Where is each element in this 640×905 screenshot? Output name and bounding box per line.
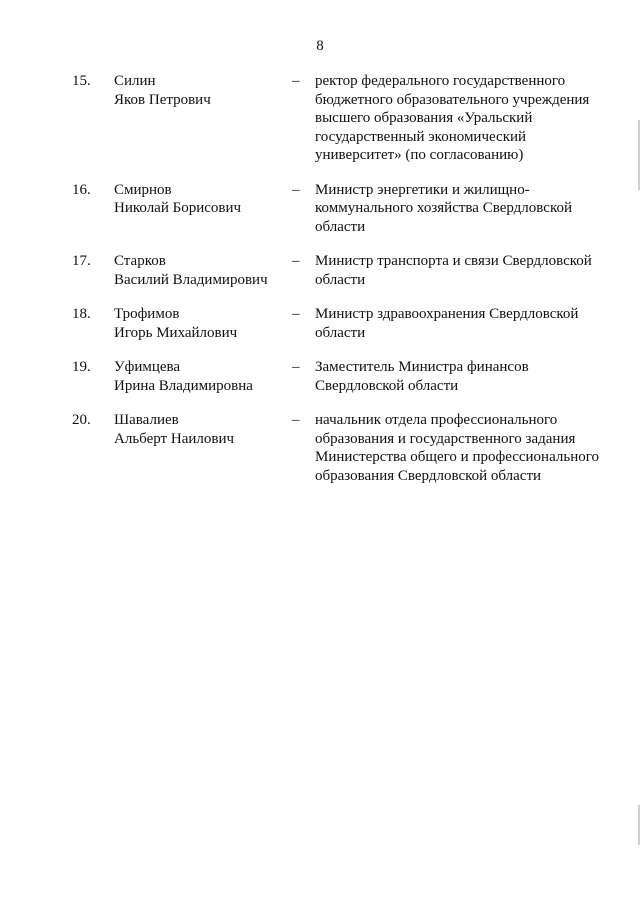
position-title: Министр энергетики и жилищно-коммунального хозяйства Свердловской области <box>315 181 572 235</box>
page-number: 8 <box>316 38 324 54</box>
position-title: ректор федерального государственного бюджетного образовательного учреждения высшего образования «Уральский государственный экономический университет» (по согласованию) <box>315 73 590 163</box>
list-item <box>0 181 640 237</box>
given-names: Альберт Наилович <box>114 430 235 447</box>
dash-separator: – <box>292 181 300 198</box>
item-number: 17. <box>72 253 91 269</box>
position-title: Министр здравоохранения Свердловской области <box>315 306 579 341</box>
person-name <box>114 252 284 289</box>
item-number: 20. <box>72 412 91 428</box>
item-number: 16. <box>72 181 91 198</box>
given-names: Николай Борисович <box>114 200 242 216</box>
person-name <box>114 305 284 342</box>
item-number: 19. <box>72 359 91 375</box>
item-number: 18. <box>72 306 91 322</box>
dash-separator: – <box>292 306 300 322</box>
surname: Старков <box>114 253 166 269</box>
person-name <box>114 358 284 395</box>
surname: Силин <box>114 73 156 89</box>
given-names: Игорь Михайлович <box>114 324 238 341</box>
member-list <box>0 72 640 501</box>
surname: Шавалиев <box>114 412 179 428</box>
person-name <box>114 181 284 218</box>
position-title: Министр транспорта и связи Свердловской области <box>315 253 592 288</box>
dash-separator: – <box>292 253 300 269</box>
position-title: начальник отдела профессионального образования и государственного задания Министерства общего и профессионального образования Свердловской области <box>315 412 600 484</box>
surname: Смирнов <box>114 181 172 198</box>
dash-separator: – <box>292 73 300 89</box>
item-number: 15. <box>72 73 91 89</box>
surname: Уфимцева <box>114 359 181 375</box>
dash-separator: – <box>292 359 300 375</box>
list-item <box>0 358 640 395</box>
list-item <box>0 252 640 289</box>
given-names: Яков Петрович <box>114 91 211 108</box>
list-item <box>0 72 640 165</box>
person-name <box>114 411 284 448</box>
list-item <box>0 305 640 342</box>
surname: Трофимов <box>114 306 180 322</box>
list-item <box>0 411 640 485</box>
person-name <box>114 72 284 109</box>
position-title: Заместитель Министра финансов Свердловской области <box>315 359 529 394</box>
given-names: Ирина Владимировна <box>114 377 253 394</box>
given-names: Василий Владимирович <box>114 271 268 288</box>
dash-separator: – <box>292 412 300 428</box>
